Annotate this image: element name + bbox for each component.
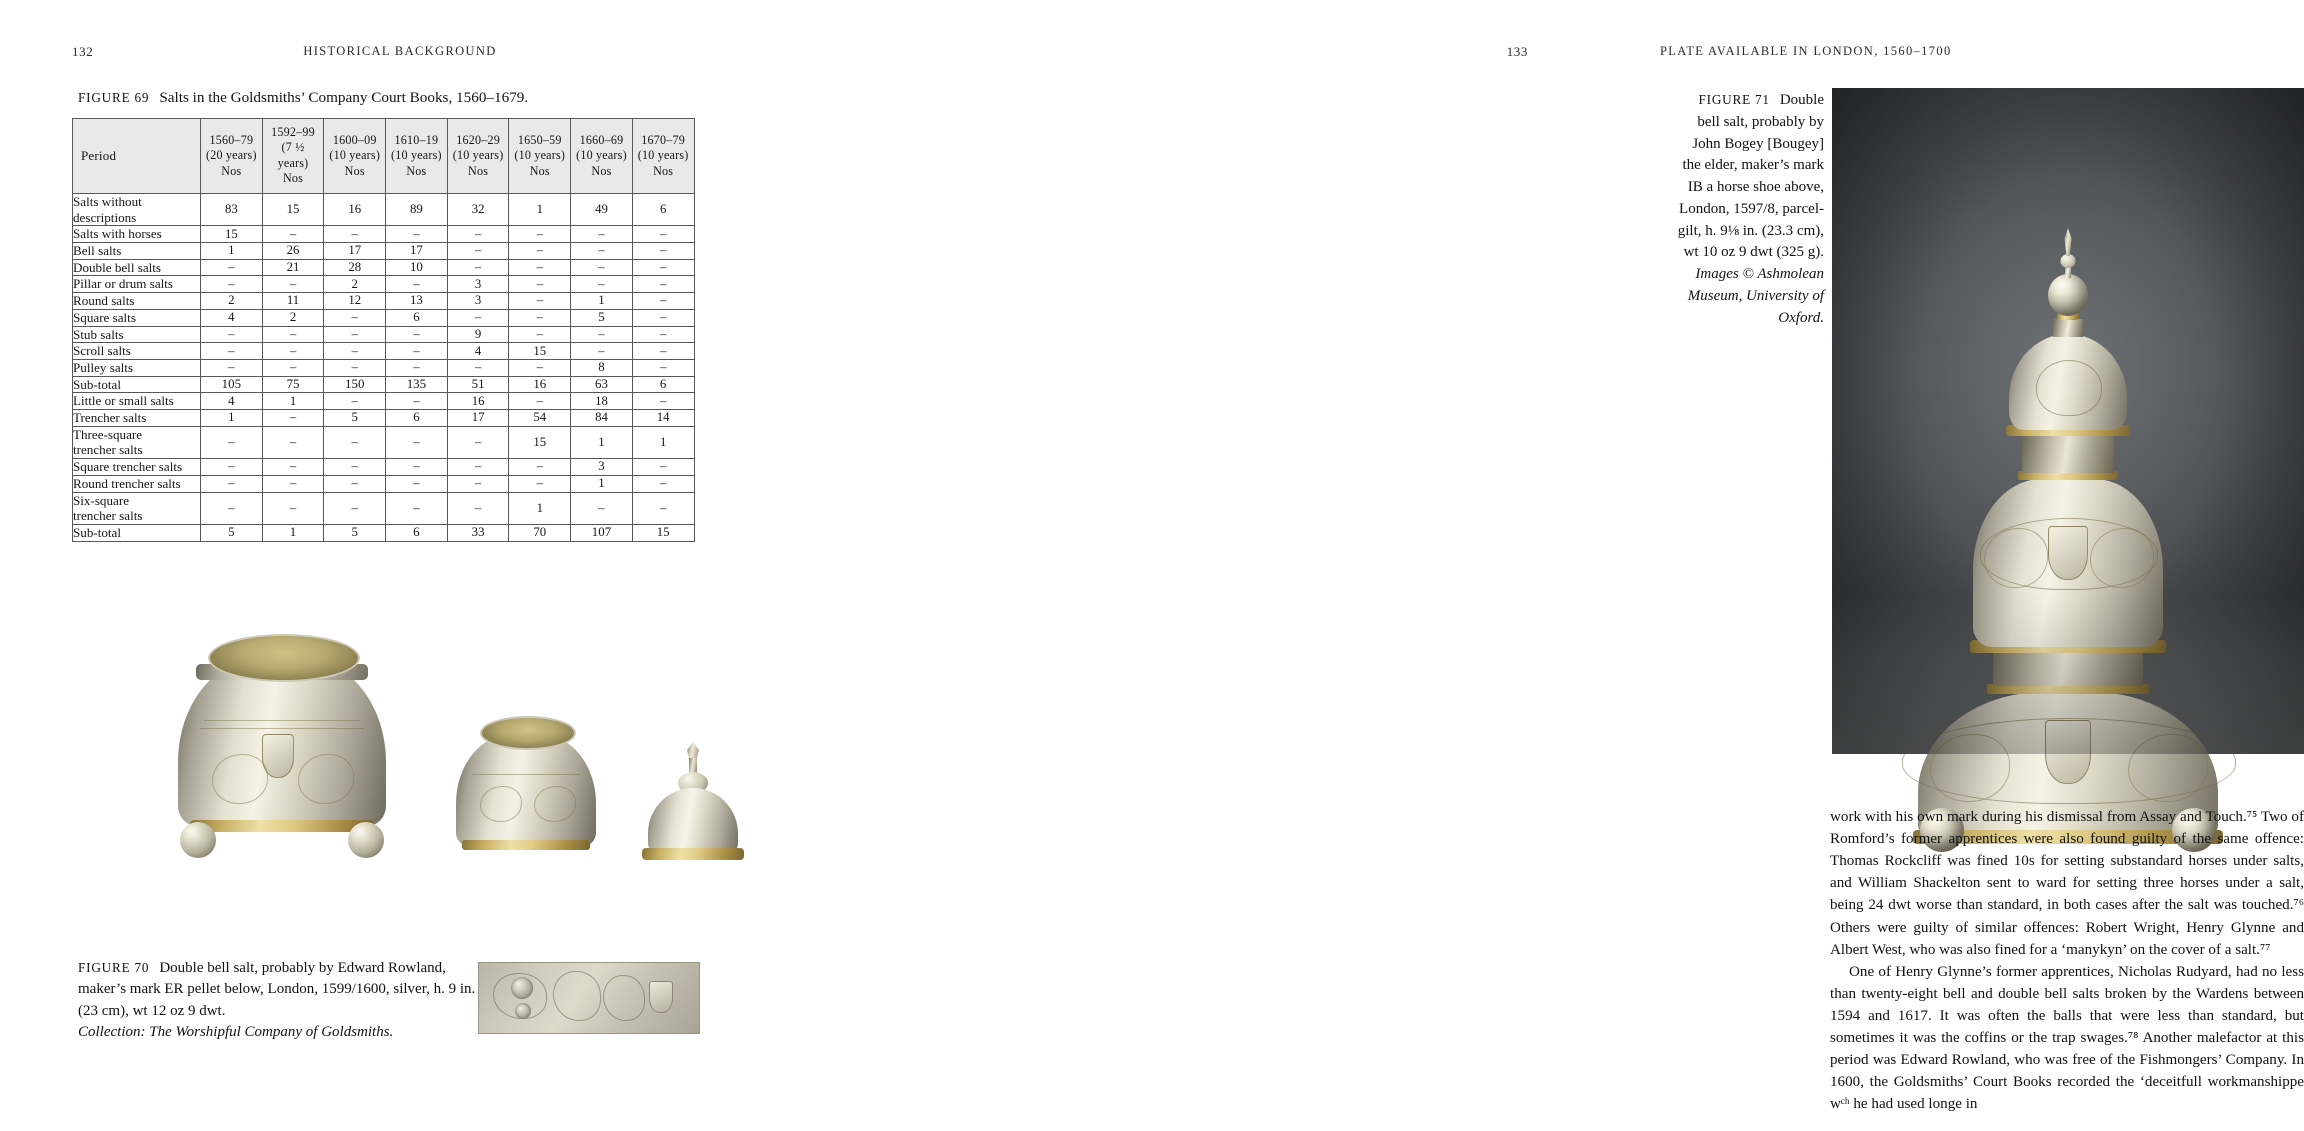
figure-69-caption-text: Salts in the Goldsmiths’ Company Court Books, 1560–1679. [159, 89, 529, 106]
table-cell: 1 [632, 426, 694, 458]
base-engraving-line-2 [200, 728, 364, 729]
col-years: (10 years) [391, 148, 442, 163]
table-row-label: Three-square trencher salts [73, 426, 201, 458]
table-cell: – [262, 475, 324, 492]
table-cell: 8 [571, 359, 633, 376]
table-row [73, 193, 695, 225]
col-unit: Nos [406, 163, 427, 178]
table-cell: 4 [447, 343, 509, 360]
table-cell: – [447, 242, 509, 259]
cap-dome [648, 788, 738, 854]
table-cell: 6 [386, 524, 448, 541]
table-cell: – [509, 226, 571, 243]
table-cell: – [386, 459, 448, 476]
table-cell: – [509, 459, 571, 476]
table-cell: – [509, 242, 571, 259]
table-body [73, 193, 695, 541]
table-cell: – [386, 492, 448, 524]
right-page [800, 0, 2304, 1131]
table-cell: – [324, 309, 386, 326]
detail-ornament-3 [603, 975, 645, 1021]
table-cell: – [201, 343, 263, 360]
middle-gilt-bowl [480, 716, 576, 750]
table-cell: 1 [262, 393, 324, 410]
table-cell: 1 [509, 492, 571, 524]
table-header-col-2 [324, 119, 386, 194]
col-years: (10 years) [576, 148, 627, 163]
table-header-col-4 [447, 119, 509, 194]
table-cell: 10 [386, 259, 448, 276]
base-foot-ball-right [348, 822, 384, 858]
table-row [73, 242, 695, 259]
table-cell: 3 [571, 459, 633, 476]
table-cell: 15 [632, 524, 694, 541]
col-years: (10 years) [329, 148, 381, 163]
table-cell: – [509, 309, 571, 326]
figure-71-caption [1676, 90, 1824, 329]
table-row [73, 359, 695, 376]
table-cell: – [262, 343, 324, 360]
table-cell: – [447, 359, 509, 376]
table-row-label: Round salts [73, 293, 201, 310]
table-cell: – [201, 459, 263, 476]
table-cell: – [447, 259, 509, 276]
body-paragraph-2: One of Henry Glynne’s former apprentices, Nicholas Rudyard, had no less than twenty-eight bell and double bell salts broken by the Wardens between 1594 and 1617. It was often the balls that were less than standard, but sometimes it was the coffins or the trap swages.⁷⁸ Another malefactor at this period was Edward Rowland, who was free of the Fishmongers’ Company. In 1600, the Goldsmiths’ Court Books recorded the ‘deceitfull workmanshippe wᶜʰ he had used longe in [1830, 963, 2304, 1113]
table-cell: 6 [386, 309, 448, 326]
table-cell: – [201, 475, 263, 492]
folio-right: 133 [1506, 44, 1528, 59]
table-cell: – [262, 492, 324, 524]
figure-70-collection: Collection: The Worshipful Company of Goldsmiths. [78, 1024, 394, 1041]
table-cell: 1 [201, 242, 263, 259]
table-cell: 2 [324, 276, 386, 293]
table-cell: – [447, 475, 509, 492]
table-cell: 84 [571, 410, 633, 427]
table-row [73, 259, 695, 276]
table-cell: – [201, 492, 263, 524]
table-cell: – [201, 426, 263, 458]
table-cell: – [571, 492, 633, 524]
table-cell: – [632, 226, 694, 243]
col-unit: Nos [591, 163, 612, 178]
table-cell: – [509, 293, 571, 310]
table-cell: – [324, 393, 386, 410]
table-cell: 11 [262, 293, 324, 310]
table-row-label: Six-square trencher salts [73, 492, 201, 524]
table-header-col-7 [632, 119, 694, 194]
figure-70-label: FIGURE 70 [78, 960, 150, 975]
table-cell: – [509, 276, 571, 293]
table-cell: – [571, 226, 633, 243]
base-engraving-line [204, 720, 360, 721]
table-cell: 12 [324, 293, 386, 310]
table-row [73, 343, 695, 360]
table-row-label: Double bell salts [73, 259, 201, 276]
col-period: 1610–19 [394, 132, 439, 147]
table-cell: – [447, 459, 509, 476]
body-text-block [1830, 806, 2304, 1116]
col-period: 1620–29 [456, 132, 500, 147]
table-cell: 70 [509, 524, 571, 541]
table-cell: 75 [262, 376, 324, 393]
table-cell: 54 [509, 410, 571, 427]
table-header-row [73, 119, 695, 194]
table-cell: 15 [509, 343, 571, 360]
table-cell: 1 [571, 293, 633, 310]
table-row-label: Little or small salts [73, 393, 201, 410]
table-cell: 63 [571, 376, 633, 393]
base-strapwork-right [298, 754, 354, 804]
table-cell: 3 [447, 276, 509, 293]
hallmark-detail-photograph [478, 962, 700, 1034]
table-header-col-6 [571, 119, 633, 194]
table-cell: – [571, 259, 633, 276]
col-period: 1560–79 [209, 132, 254, 147]
table-cell: 150 [324, 376, 386, 393]
table-row [73, 293, 695, 310]
table-cell: – [386, 475, 448, 492]
table-cell: 1 [262, 524, 324, 541]
table-cell: – [632, 276, 694, 293]
table-cell: 28 [324, 259, 386, 276]
figure-71-photograph [1832, 88, 2304, 754]
table-cell: – [324, 326, 386, 343]
table-cell: – [632, 242, 694, 259]
table-cell: 15 [509, 426, 571, 458]
table-cell: 4 [201, 309, 263, 326]
table-row [73, 276, 695, 293]
table-cell: 13 [386, 293, 448, 310]
table-row-label: Scroll salts [73, 343, 201, 360]
table-cell: 17 [324, 242, 386, 259]
col-years: (20 years) [205, 148, 257, 163]
table-header-col-3 [386, 119, 448, 194]
table-cell: – [632, 259, 694, 276]
table-row-label: Stub salts [73, 326, 201, 343]
base-foot-ball-left [180, 822, 216, 858]
table-cell: 6 [386, 410, 448, 427]
table-row-label: Square trencher salts [73, 459, 201, 476]
table-cell: – [262, 226, 324, 243]
table-cell: – [201, 259, 263, 276]
table-row-label: Sub-total [73, 376, 201, 393]
table-cell: – [201, 359, 263, 376]
table-row-label: Square salts [73, 309, 201, 326]
detail-maker-mark-punch [511, 977, 533, 999]
col-years: (10 years) [514, 148, 566, 163]
middle-strapwork-right [534, 786, 576, 822]
table-cell: – [262, 326, 324, 343]
table-cell: – [201, 326, 263, 343]
table-cell: 16 [447, 393, 509, 410]
table-row-label: Trencher salts [73, 410, 201, 427]
table-row [73, 492, 695, 524]
middle-engraving-line [472, 774, 580, 775]
table-cell: 16 [509, 376, 571, 393]
body-paragraph-1: work with his own mark during his dismissal from Assay and Touch.⁷⁵ Two of Romford’s former apprentices were also found guilty of the same offence: Thomas Rockcliff was fined 10s for setting substandard horses under salts, and William Shackelton sent to ward for setting three horses under a salt, being 24 dwt worse than standard, in both cases after the salt was touched.⁷⁶ Others were guilty of similar offences: Robert Wright, Henry Glynne and Albert West, who was also fined for a ‘manykyn’ on the cover of a salt.⁷⁷ [1830, 809, 2304, 958]
table-cell: – [632, 326, 694, 343]
base-gilt-bowl [208, 634, 360, 682]
table-cell: – [632, 393, 694, 410]
table-row [73, 524, 695, 541]
table-row [73, 326, 695, 343]
running-head-right: PLATE AVAILABLE IN LONDON, 1560–1700 [1660, 44, 1952, 58]
middle-strapwork-left [480, 786, 522, 822]
table-cell: – [509, 393, 571, 410]
table-cell: – [509, 259, 571, 276]
table-cell: 15 [262, 193, 324, 225]
table-row [73, 410, 695, 427]
middle-bell-body [456, 734, 596, 846]
detail-punch-2 [515, 1003, 531, 1019]
table-row [73, 475, 695, 492]
middle-gilt-band [462, 840, 590, 850]
salts-table-container [72, 118, 694, 542]
table-header-period: Period [73, 119, 201, 194]
table-cell: – [386, 426, 448, 458]
table-cell: 4 [201, 393, 263, 410]
base-gilt-band [190, 820, 374, 832]
table-cell: – [201, 276, 263, 293]
table-cell: – [509, 475, 571, 492]
table-cell: 6 [632, 376, 694, 393]
salt-middle-bell [456, 708, 596, 868]
table-cell: – [324, 492, 386, 524]
table-cell: 5 [324, 410, 386, 427]
table-cell: 14 [632, 410, 694, 427]
table-cell: – [509, 359, 571, 376]
table-cell: – [632, 459, 694, 476]
table-header-col-1 [262, 119, 324, 194]
figure-70-photograph [78, 600, 698, 930]
table-cell: – [262, 459, 324, 476]
table-cell: 135 [386, 376, 448, 393]
table-cell: – [632, 309, 694, 326]
cap-rim [642, 848, 744, 860]
figure-70-caption [78, 958, 478, 1044]
table-cell: 3 [447, 293, 509, 310]
col-period: 1650–59 [517, 132, 562, 147]
figure-69-caption [78, 88, 718, 109]
table-cell: 17 [386, 242, 448, 259]
table-cell: – [632, 359, 694, 376]
table-cell: 17 [447, 410, 509, 427]
table-row [73, 309, 695, 326]
table-cell: 18 [571, 393, 633, 410]
table-row-label: Salts without descriptions [73, 193, 201, 225]
table-cell: 51 [447, 376, 509, 393]
table-cell: 2 [201, 293, 263, 310]
table-head [73, 119, 695, 194]
table-cell: – [632, 343, 694, 360]
table-cell: – [386, 393, 448, 410]
col-unit: Nos [529, 163, 550, 178]
table-cell: – [386, 343, 448, 360]
table-cell: 5 [201, 524, 263, 541]
table-cell: – [262, 359, 324, 376]
table-cell: – [571, 276, 633, 293]
detail-ornament-2 [553, 971, 601, 1021]
table-cell: 16 [324, 193, 386, 225]
salt-cap-with-finial [634, 742, 752, 870]
salts-table [72, 118, 695, 542]
table-cell: 49 [571, 193, 633, 225]
base-strapwork-left [212, 754, 268, 804]
salt-base-bell [178, 624, 386, 860]
col-unit: Nos [344, 163, 365, 178]
table-row-label: Salts with horses [73, 226, 201, 243]
table-cell: – [324, 343, 386, 360]
table-cell: – [571, 343, 633, 360]
detail-shield-mark [649, 981, 673, 1013]
table-cell: – [386, 359, 448, 376]
table-row [73, 459, 695, 476]
table-cell: – [386, 226, 448, 243]
table-cell: – [571, 242, 633, 259]
figure-69-label: FIGURE 69 [78, 90, 150, 105]
figure-71-credit: Images © Ashmolean Museum, University of Oxford. [1687, 266, 1824, 326]
table-row-label: Pillar or drum salts [73, 276, 201, 293]
table-row-label: Round trencher salts [73, 475, 201, 492]
table-row-label: Bell salts [73, 242, 201, 259]
table-cell: 15 [201, 226, 263, 243]
table-row-label: Sub-total [73, 524, 201, 541]
table-cell: 107 [571, 524, 633, 541]
table-cell: 2 [262, 309, 324, 326]
col-years: (10 years) [452, 148, 504, 163]
table-cell: 1 [201, 410, 263, 427]
table-cell: – [324, 359, 386, 376]
table-row-label: Pulley salts [73, 359, 201, 376]
col-unit: Nos [653, 163, 674, 178]
table-header-col-0 [201, 119, 263, 194]
col-unit: Nos [468, 163, 489, 178]
table-cell: 32 [447, 193, 509, 225]
folio-left: 132 [72, 44, 94, 59]
col-period: 1670–79 [641, 132, 686, 147]
table-cell: 6 [632, 193, 694, 225]
table-cell: 5 [324, 524, 386, 541]
col-period: 1592–99 [271, 125, 315, 139]
col-period: 1660–69 [579, 132, 624, 147]
table-cell: 1 [571, 426, 633, 458]
table-cell: – [324, 226, 386, 243]
table-cell: 1 [509, 193, 571, 225]
table-row [73, 393, 695, 410]
table-cell: 105 [201, 376, 263, 393]
table-cell: 26 [262, 242, 324, 259]
table-cell: – [447, 492, 509, 524]
table-cell: – [262, 426, 324, 458]
table-cell: – [324, 459, 386, 476]
col-period: 1600–09 [332, 132, 377, 147]
table-cell: – [447, 309, 509, 326]
table-cell: 1 [571, 475, 633, 492]
table-cell: – [632, 293, 694, 310]
col-unit: Nos [221, 163, 242, 178]
figure-71-label: FIGURE 71 [1698, 92, 1770, 107]
table-cell: 9 [447, 326, 509, 343]
figure-70-caption-text: Double bell salt, probably by Edward Rowland, maker’s mark ER pellet below, London, 1599/1600, silver, h. 9 in. (23 cm), wt 12 oz 9 dwt. [78, 960, 476, 1019]
table-row [73, 426, 695, 458]
table-cell: – [632, 492, 694, 524]
table-cell: 5 [571, 309, 633, 326]
table-cell: – [262, 410, 324, 427]
left-page [0, 0, 800, 1131]
figure-71-caption-text: Double bell salt, probably by John Bogey [Bougey] the elder, maker’s mark IB a horse shoe above, London, 1597/8, parcel-gilt, h. 9⅛ in. (23.3 cm), wt 10 oz 9 dwt (325 g). [1677, 92, 1824, 261]
table-cell: 89 [386, 193, 448, 225]
table-cell: – [386, 326, 448, 343]
col-years: (7 ½ years) [277, 140, 309, 170]
table-row [73, 376, 695, 393]
table-cell: – [571, 326, 633, 343]
table-cell: – [509, 326, 571, 343]
running-head-left: HISTORICAL BACKGROUND [303, 44, 497, 58]
table-row [73, 226, 695, 243]
table-cell: 33 [447, 524, 509, 541]
table-cell: – [262, 276, 324, 293]
photo-vignette [1832, 88, 2304, 754]
col-years: (10 years) [637, 148, 689, 163]
table-cell: 21 [262, 259, 324, 276]
table-cell: – [324, 426, 386, 458]
table-cell: – [447, 426, 509, 458]
table-header-col-5 [509, 119, 571, 194]
table-cell: 83 [201, 193, 263, 225]
col-unit: Nos [282, 171, 304, 186]
table-cell: – [386, 276, 448, 293]
table-cell: – [632, 475, 694, 492]
table-cell: – [324, 475, 386, 492]
table-cell: – [447, 226, 509, 243]
